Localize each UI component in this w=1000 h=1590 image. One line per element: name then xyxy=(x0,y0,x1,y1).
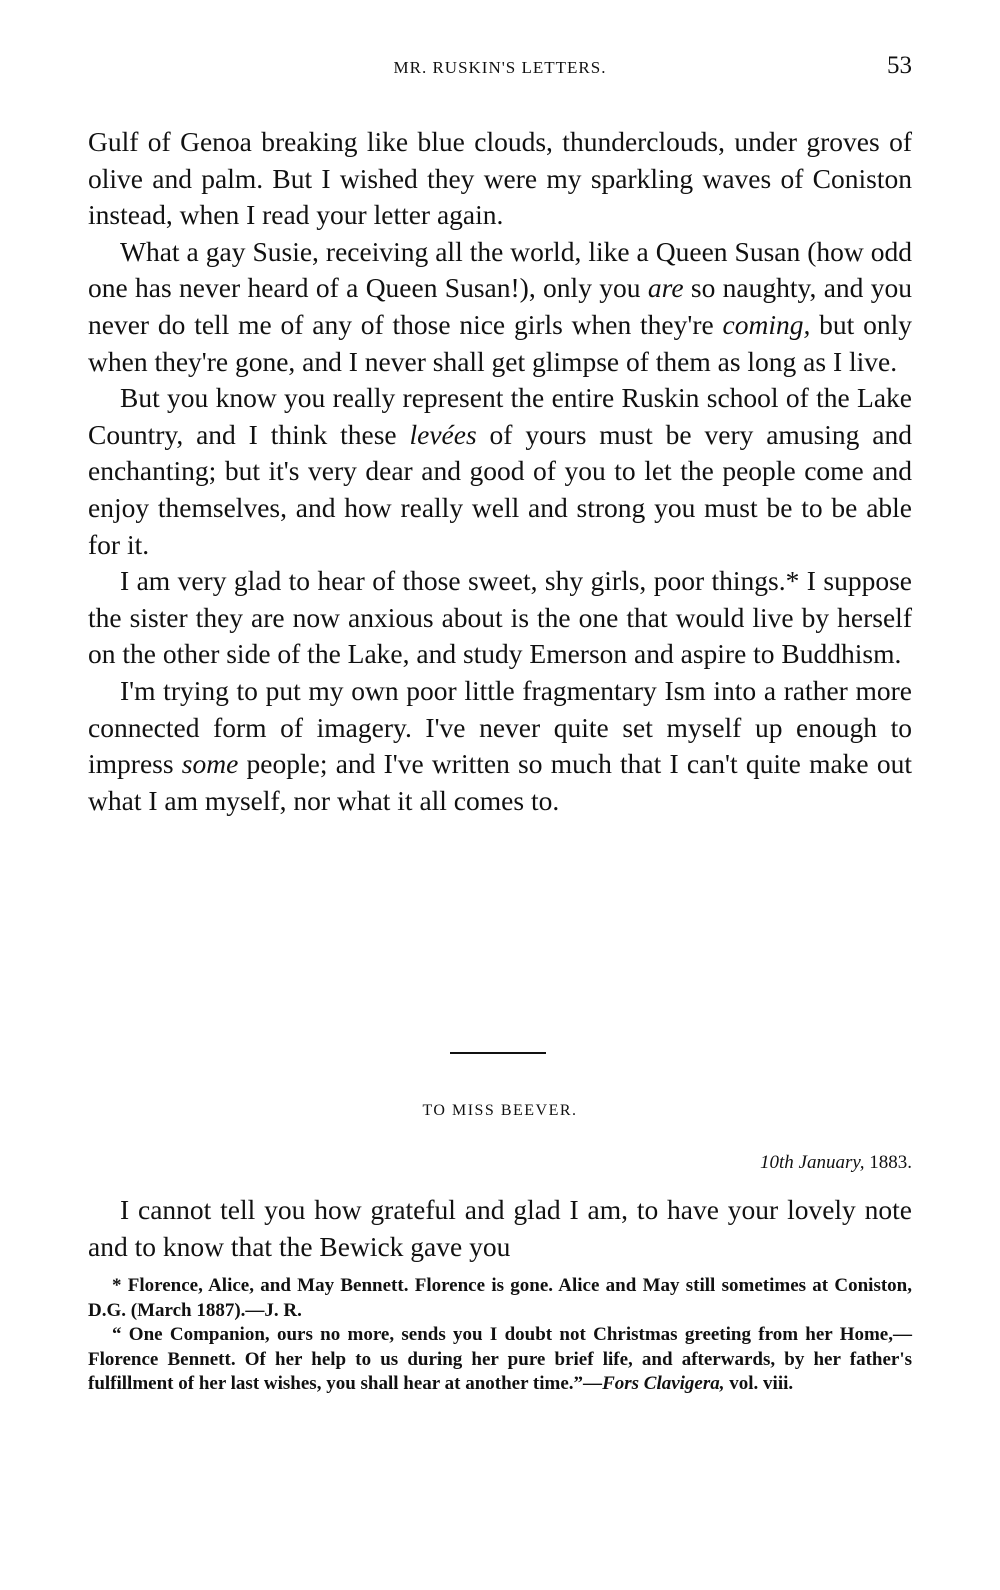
paragraph-2-part-b: so naughty, and you never do tell me of any of those nice girls when they're xyxy=(88,272,913,340)
footnote-2 xyxy=(88,1323,912,1397)
running-head: MR. RUSKIN'S LETTERS. xyxy=(393,58,607,77)
page-header xyxy=(88,52,912,86)
paragraph-3-part-b: of yours must be very amusing and enchanting; but it's very dear and good of you to let the people come and enjoy themselves, and how really well and strong you must be to be able for it. xyxy=(88,418,912,560)
paragraph-2-part-a: What a gay Susie, receiving all the world, like a Queen Susan (how odd one has never heard of a Queen Susan!), only you xyxy=(88,235,912,304)
footnote-2-title: Fors Clavigera, xyxy=(602,1373,725,1395)
paragraph-2-part-c: but only when they're gone, and I never shall get glimpse of them as long as I live. xyxy=(88,308,912,377)
emphasis-are: are xyxy=(647,272,684,304)
paragraph-5-part-b: people; and I've written so much that I can't quite make out what I am myself, nor what it all comes to. xyxy=(88,748,912,816)
footnote-1: * Florence, Alice, and May Bennett. Florence is gone. Alice and May still sometimes at Coniston, D.G. (March 1887).—J. R. xyxy=(88,1275,912,1321)
paragraph-5 xyxy=(88,673,912,819)
letter-date-year: 1883. xyxy=(864,1152,912,1173)
paragraph-3 xyxy=(88,380,912,563)
paragraph-5-part-a: I'm trying to put my own poor little fragmentary Ism into a rather more connected form of imagery. I've never quite set myself up enough to impress xyxy=(88,674,912,780)
footnote-2-part-b: vol. viii. xyxy=(724,1373,794,1395)
letter-opening: I cannot tell you how grateful and glad I am, to have your lovely note and to know that the Bewick gave you xyxy=(88,1194,912,1262)
main-text xyxy=(88,124,912,819)
letter-text xyxy=(88,1192,912,1265)
letter-heading: TO MISS BEEVER. xyxy=(422,1102,578,1119)
emphasis-some: some xyxy=(181,748,239,780)
paragraph-2 xyxy=(88,234,912,380)
letter-date xyxy=(760,1152,912,1174)
paragraph-3-part-a: But you know you really represent the entire Ruskin school of the Lake Country, and I think these xyxy=(88,382,912,450)
paragraph-4: I am very glad to hear of those sweet, shy girls, poor things.* I suppose the sister they are now anxious about is the one that would live by herself on the other side of the Lake, and study Emerson and aspire to Buddhism. xyxy=(88,565,912,670)
page-number: 53 xyxy=(887,52,912,79)
section-divider xyxy=(450,1052,546,1054)
footnote-2-part-a: “ One Companion, ours no more, sends you I doubt not Christmas greeting from her Home,—Florence Bennett. Of her help to us during her pure brief life, and afterwards, by her father's fulfillment of her last wishes, you shall hear at another time.”— xyxy=(88,1324,912,1395)
emphasis-coming: coming, xyxy=(722,308,811,340)
paragraph-1: Gulf of Genoa breaking like blue clouds, thunderclouds, under groves of olive and palm. But I wished they were my sparkling waves of Coniston instead, when I read your letter again. xyxy=(88,126,912,231)
emphasis-levees: levées xyxy=(409,418,477,450)
footnotes xyxy=(88,1274,912,1397)
letter-date-day: 10th January, xyxy=(760,1152,865,1173)
